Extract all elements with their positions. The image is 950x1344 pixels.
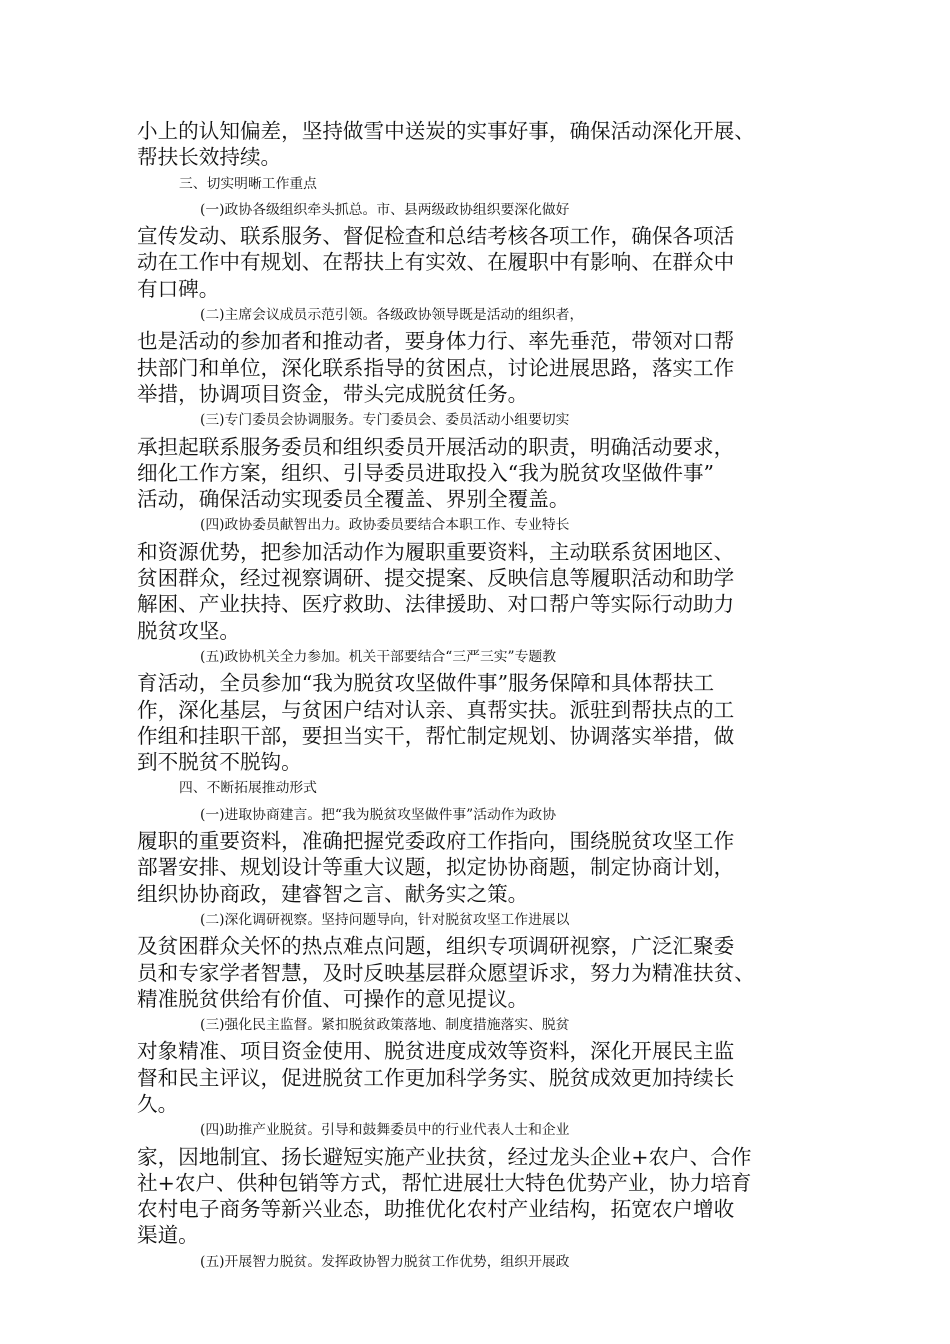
paragraph-line: 也是活动的参加者和推动者，要身体力行、率先垂范，带领对口帮 bbox=[137, 329, 735, 354]
paragraph-line: 及贫困群众关怀的热点难点问题，组织专项调研视察，广泛汇聚委 bbox=[137, 934, 735, 959]
paragraph-line: 有口碑。 bbox=[137, 276, 220, 301]
paragraph-line: (三)专门委员会协调服务。专门委员会、委员活动小组要切实 bbox=[200, 412, 570, 429]
paragraph-line: (二)主席会议成员示范引领。各级政协领导既是活动的组织者， bbox=[200, 307, 584, 324]
paragraph-line: 和资源优势，把参加活动作为履职重要资料，主动联系贫困地区、 bbox=[137, 539, 735, 564]
paragraph-line: 员和专家学者智慧，及时反映基层群众愿望诉求，努力为精准扶贫、 bbox=[137, 960, 755, 985]
paragraph-line: 履职的重要资料，准确把握党委政府工作指向，围绕脱贫攻坚工作 bbox=[137, 829, 735, 854]
paragraph-line: 育活动，全员参加“我为脱贫攻坚做件事”服务保障和具体帮扶工 bbox=[137, 671, 715, 696]
paragraph-line: 渠道。 bbox=[137, 1223, 199, 1248]
paragraph-line: 扶部门和单位，深化联系指导的贫困点，讨论进展思路，落实工作 bbox=[137, 355, 735, 380]
paragraph-line: 部署安排、规划设计等重大议题，拟定协协商题，制定协商计划， bbox=[137, 855, 735, 880]
paragraph-line: 举措，协调项目资金，带头完成脱贫任务。 bbox=[137, 381, 529, 406]
paragraph-line: 动在工作中有规划、在帮扶上有实效、在履职中有影响、在群众中 bbox=[137, 250, 735, 275]
paragraph-line: 帮扶长效持续。 bbox=[137, 145, 282, 170]
paragraph-line: 精准脱贫供给有价值、可操作的意见提议。 bbox=[137, 986, 529, 1011]
paragraph-line: 细化工作方案，组织、引导委员进取投入“我为脱贫攻坚做件事” bbox=[137, 460, 715, 485]
paragraph-line: 组织协协商政，建睿智之言、献务实之策。 bbox=[137, 881, 529, 906]
paragraph-line: 督和民主评议，促进脱贫工作更加科学务实、脱贫成效更加持续长 bbox=[137, 1065, 735, 1090]
paragraph-line: 宣传发动、联系服务、督促检查和总结考核各项工作，确保各项活 bbox=[137, 224, 735, 249]
paragraph-line: (四)政协委员献智出力。政协委员要结合本职工作、专业特长 bbox=[200, 517, 570, 534]
paragraph-line: 贫困群众，经过视察调研、提交提案、反映信息等履职活动和助学 bbox=[137, 566, 735, 591]
paragraph-line: (二)深化调研视察。坚持问题导向，针对脱贫攻坚工作进展以 bbox=[200, 911, 570, 928]
paragraph-line: 久。 bbox=[137, 1091, 179, 1116]
paragraph-line: 承担起联系服务委员和组织委员开展活动的职责，明确活动要求， bbox=[137, 434, 735, 459]
paragraph-line: 作组和挂职干部，要担当实干，帮忙制定规划、协调落实举措，做 bbox=[137, 723, 735, 748]
paragraph-line: 社+农户、供种包销等方式，帮忙进展壮大特色优势产业，协力培育 bbox=[137, 1170, 752, 1195]
section-heading: 四、不断拓展推动形式 bbox=[179, 780, 317, 797]
paragraph-line: (四)助推产业脱贫。引导和鼓舞委员中的行业代表人士和企业 bbox=[200, 1122, 570, 1139]
paragraph-line: (一)政协各级组织牵头抓总。市、县两级政协组织要深化做好 bbox=[200, 201, 570, 218]
paragraph-line: (一)进取协商建言。把“我为脱贫攻坚做件事”活动作为政协 bbox=[200, 806, 556, 823]
paragraph-line: 解困、产业扶持、医疗救助、法律援助、对口帮户等实际行动助力 bbox=[137, 592, 735, 617]
paragraph-line: 脱贫攻坚。 bbox=[137, 618, 240, 643]
paragraph-line: 活动，确保活动实现委员全覆盖、界别全覆盖。 bbox=[137, 487, 570, 512]
document-body bbox=[137, 118, 812, 1275]
section-heading: 三、切实明晰工作重点 bbox=[179, 175, 317, 192]
paragraph-line: (五)政协机关全力参加。机关干部要结合“三严三实”专题教 bbox=[200, 648, 556, 665]
paragraph-line: 小上的认知偏差，坚持做雪中送炭的实事好事，确保活动深化开展、 bbox=[137, 119, 755, 143]
paragraph-line: (三)强化民主监督。紧扣脱贫政策落地、制度措施落实、脱贫 bbox=[200, 1017, 570, 1034]
paragraph-line: 作，深化基层，与贫困户结对认亲、真帮实扶。派驻到帮扶点的工 bbox=[137, 697, 735, 722]
paragraph-line: 家，因地制宜、扬长避短实施产业扶贫，经过龙头企业+农户、合作 bbox=[137, 1144, 752, 1169]
paragraph-line: (五)开展智力脱贫。发挥政协智力脱贫工作优势，组织开展政 bbox=[200, 1253, 570, 1270]
paragraph-line: 农村电子商务等新兴业态，助推优化农村产业结构，拓宽农户增收 bbox=[137, 1197, 735, 1222]
paragraph-line: 对象精准、项目资金使用、脱贫进度成效等资料，深化开展民主监 bbox=[137, 1039, 735, 1064]
paragraph-line: 到不脱贫不脱钩。 bbox=[137, 750, 302, 775]
